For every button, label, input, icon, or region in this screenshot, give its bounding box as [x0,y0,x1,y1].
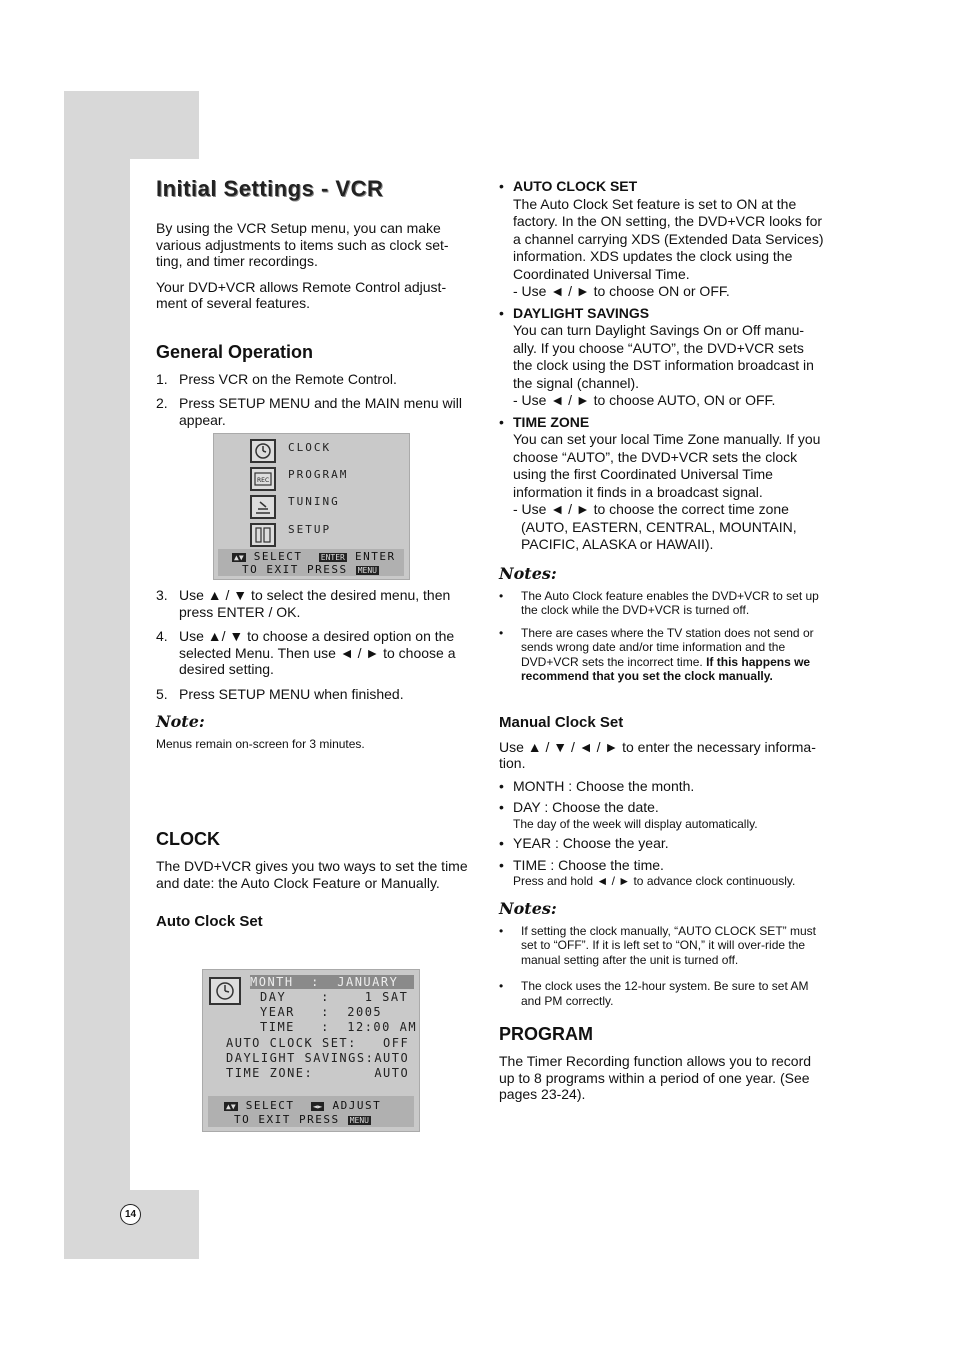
setup-menu-screen [213,433,410,580]
clock-instruction-bar: ▲▼ SELECT ◄► ADJUST TO EXIT PRESS MENU [208,1096,414,1127]
note-text: Menus remain on-screen for 3 minutes. [156,737,365,751]
left-column-lower [156,587,474,761]
page-title: Initial Settings - VCR [156,176,384,201]
menu-item-setup: SETUP [288,523,332,536]
note-heading: Note: [156,712,205,731]
auto-clock-set-title: AUTO CLOCK SET [513,178,638,194]
daylight-savings-item: • DAYLIGHT SAVINGS You can turn Daylight Savings On or Off manu-ally. If you choose “AUTO”, the DVD+VCR sets the clock using the DST information broadcast in the signal (channel). - Use ◄ / ► to choose AUTO, ON or OFF. [499,305,824,410]
clock-line-daylight-savings: DAYLIGHT SAVINGS:AUTO [226,1051,410,1065]
program-heading: PROGRAM [499,1024,593,1044]
notes-heading-2: Notes: [499,898,557,918]
daylight-savings-title: DAYLIGHT SAVINGS [513,304,650,321]
note-item: • The Auto Clock feature enables the DVD+VCR to set up the clock while the DVD+VCR is turned off. [499,588,819,617]
clock-line-time: TIME : 12:00 AM [260,1020,418,1034]
step-3: 3. Use ▲ / ▼ to select the desired menu, then press ENTER / OK. [156,587,451,620]
step-5: 5. Press SETUP MENU when finished. [156,685,404,702]
clock-icon [250,439,276,463]
note-item: • If setting the clock manually, “AUTO CLOCK SET” must set to “OFF”. If it is left set to “ON,” it will over-ride the manual setting after the unit is turned off. [499,923,816,967]
note-item: • The clock uses the 12-hour system. Be sure to set AM and PM correctly. [499,979,809,1008]
menu-item-clock: CLOCK [288,441,332,454]
menu-item-tuning: TUNING [288,495,340,508]
clock-icon [209,977,241,1005]
menu-item-program: PROGRAM [288,468,349,481]
steps-list-b [156,587,474,702]
clock-section [156,829,474,938]
manual-item-month: • MONTH : Choose the month. [499,777,695,794]
clock-line-month: MONTH : JANUARY [250,975,414,989]
clock-text: The DVD+VCR gives you two ways to set the time and date: the Auto Clock Feature or Manually. [156,858,468,891]
clock-line-time-zone: TIME ZONE: AUTO [226,1066,410,1080]
auto-clock-set-item: • AUTO CLOCK SET The Auto Clock Set feature is set to ON at the factory. In the ON setting, the DVD+VCR looks for a channel carrying XDS (Extended Data Services) information. XDS updates the clock using the Coordinated Universal Time. - Use ◄ / ► to choose ON or OFF. [499,178,824,299]
clock-settings-screen [202,969,420,1132]
clock-heading: CLOCK [156,829,220,849]
sidebar-band-top [64,91,199,159]
notes-list-1 [499,589,824,684]
time-zone-item: • TIME ZONE You can set your local Time Zone manually. If you choose “AUTO”, the DVD+VCR sets the clock using the first Coordinated Universal Time information it finds in a broadcast signal. - Use ◄ / ► to choose the correct time zone (AUTO, EASTERN, CENTRAL, MOUNTAIN, PACIFIC, ALASKA or HAWAII). [499,414,824,554]
clock-line-day: DAY : 1 SAT [260,990,409,1004]
manual-item-year: • YEAR : Choose the year. [499,835,669,851]
updown-arrows-icon: ▲▼ [226,1102,236,1111]
note-item: • There are cases where the TV station does not send or sends wrong date and/or time information and the DVD+VCR sets the incorrect time. If this happens we recommend that you set the clock manually. [499,625,814,683]
tuning-icon [250,495,276,519]
manual-item-day: • DAY : Choose the date. The day of the week will display automatically. [499,799,758,831]
rec-icon [250,467,276,491]
sidebar-band-left [64,159,130,1190]
step-4: 4. Use ▲/ ▼ to choose a desired option on the selected Menu. Then use ◄ / ► to choose a desired setting. [156,628,456,677]
program-text: The Timer Recording function allows you to record up to 8 programs within a period of one year. (See pages 23-24). [499,1053,812,1102]
manual-clock-text: Use ▲ / ▼ / ◄ / ► to enter the necessary informa-tion. [499,738,816,771]
step-1: 1. Press VCR on the Remote Control. [156,370,397,387]
svg-text:REC: REC [257,477,270,484]
updown-arrows-icon: ▲▼ [234,553,244,562]
leftright-arrows-icon: ◄► [312,1102,323,1111]
clock-line-auto-clock-set: AUTO CLOCK SET: OFF [226,1036,410,1050]
auto-clock-set-heading: Auto Clock Set [156,913,263,930]
general-operation-heading: General Operation [156,341,314,362]
notes-list-2 [499,924,824,1009]
intro-paragraph-1: By using the VCR Setup menu, you can make various adjustments to items such as clock set-ting, and timer recordings. [156,220,449,269]
right-column [499,178,824,1112]
manual-item-time: • TIME : Choose the time. Press and hold ◄ / ► to advance clock continuously. [499,856,796,888]
time-zone-title: TIME ZONE [513,413,590,430]
step-2: 2. Press SETUP MENU and the MAIN menu will appear. [156,395,462,428]
page-number: 14 [120,1204,141,1225]
notes-heading-1: Notes: [499,563,557,583]
left-column [156,176,474,436]
menu-instruction-bar: ▲▼ SELECT ENTER ENTER TO EXIT PRESS MENU [218,549,404,576]
intro-paragraph-2: Your DVD+VCR allows Remote Control adjust-ment of several features. [156,278,447,311]
setup-icon [250,523,276,547]
steps-list-a [156,371,474,429]
clock-line-year: YEAR : 2005 [260,1005,383,1019]
manual-clock-set-heading: Manual Clock Set [499,713,624,731]
